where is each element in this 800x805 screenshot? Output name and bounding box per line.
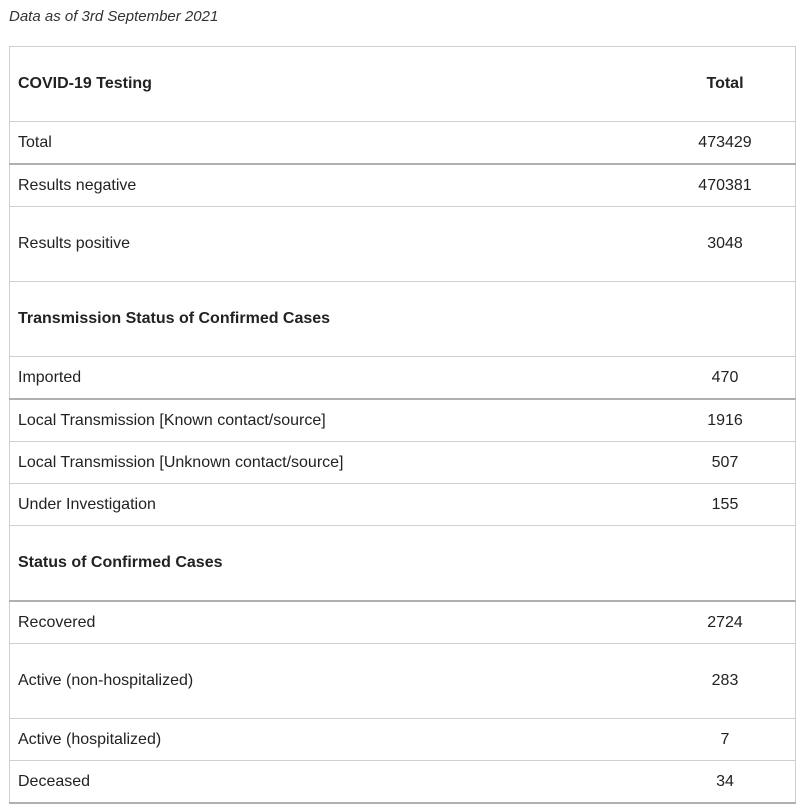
row-value: 1916 [655, 399, 796, 442]
row-value: 2724 [655, 601, 796, 644]
section-header-row [10, 282, 796, 357]
row-value: 473429 [655, 122, 796, 165]
table-row [10, 357, 796, 400]
section-title-transmission: Transmission Status of Confirmed Cases [10, 282, 656, 357]
header-total-cell: Total [655, 47, 796, 122]
row-label: Recovered [10, 601, 656, 644]
row-label: Local Transmission [Unknown contact/source] [10, 442, 656, 484]
row-value: 7 [655, 719, 796, 761]
table-row [10, 207, 796, 282]
table-row [10, 442, 796, 484]
row-value: 34 [655, 761, 796, 804]
row-value: 470 [655, 357, 796, 400]
row-label: Imported [10, 357, 656, 400]
row-label: Active (hospitalized) [10, 719, 656, 761]
row-label: Active (non-hospitalized) [10, 644, 656, 719]
row-value: 3048 [655, 207, 796, 282]
row-value: 507 [655, 442, 796, 484]
table-row [10, 601, 796, 644]
row-value: 283 [655, 644, 796, 719]
table-row [10, 719, 796, 761]
row-value: 155 [655, 484, 796, 526]
row-label: Deceased [10, 761, 656, 804]
table-row [10, 484, 796, 526]
covid-testing-table [9, 46, 796, 804]
table-row [10, 164, 796, 207]
section-title-status: Status of Confirmed Cases [10, 526, 656, 602]
row-value [655, 526, 796, 602]
row-value [655, 282, 796, 357]
row-label: Total [10, 122, 656, 165]
row-label: Local Transmission [Known contact/source] [10, 399, 656, 442]
row-label: Results negative [10, 164, 656, 207]
row-label: Results positive [10, 207, 656, 282]
header-label-cell: COVID-19 Testing [10, 47, 656, 122]
table-row [10, 644, 796, 719]
table-row [10, 122, 796, 165]
table-header-row [10, 47, 796, 122]
row-value: 470381 [655, 164, 796, 207]
table-row [10, 761, 796, 804]
data-date-caption: Data as of 3rd September 2021 [9, 8, 219, 25]
row-label: Under Investigation [10, 484, 656, 526]
section-header-row [10, 526, 796, 602]
table-row [10, 399, 796, 442]
